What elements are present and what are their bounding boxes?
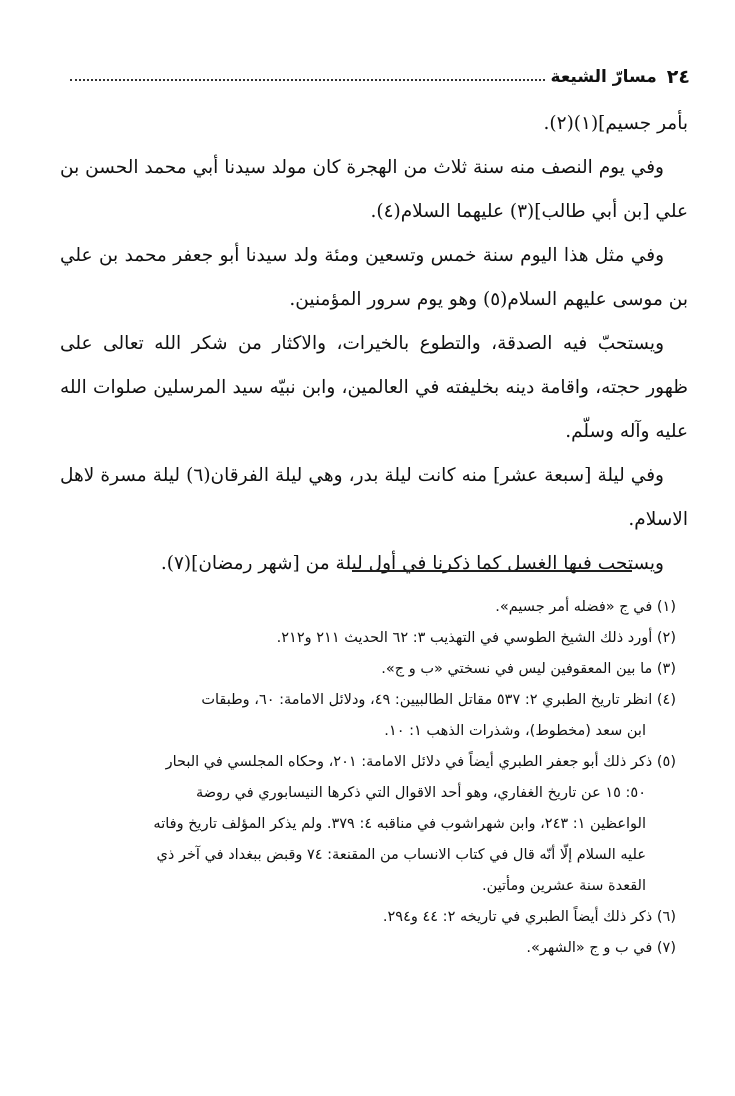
footnote-continuation: ٥٠: ١٥ عن تاريخ الغفاري، وهو أحد الاقوال التي ذكرها النيسابوري في روضة: [195, 785, 646, 801]
paragraph: وفي يوم النصف منه سنة ثلاث من الهجرة كان مولد سيدنا أبي محمد الحسن بن علي [بن أبي طالب](٣) عليهما السلام(٤).: [60, 157, 688, 222]
footnote-continuation: ابن سعد (مخطوط)، وشذرات الذهب ١: ١٠.: [384, 723, 646, 739]
footnote-continuation: الواعظين ١: ٢٤٣، وابن شهراشوب في مناقبه ٤: ٣٧٩. ولم يذكر المؤلف تاريخ وفاته: [153, 816, 646, 832]
footnote-separator: [352, 570, 632, 572]
page-number: ٢٤: [666, 66, 690, 88]
main-text: [60, 102, 688, 586]
footnote: (٣) ما بين المعقوفين ليس في نسختي «ب و ج».: [381, 661, 676, 677]
footnote-continuation: القعدة سنة عشرين ومأتين.: [481, 878, 646, 894]
footnotes: [60, 592, 676, 964]
paragraph: وفي مثل هذا اليوم سنة خمس وتسعين ومئة ولد سيدنا أبو جعفر محمد بن علي بن موسى عليهم السلام(٥) وهو يوم سرور المؤمنين.: [60, 245, 688, 310]
footnote: (٥) ذكر ذلك أبو جعفر الطبري أيضاً في دلائل الامامة: ٢٠١، وحكاه المجلسي في البحار: [165, 754, 676, 770]
footnote: (١) في ج «فضله أمر جسيم».: [495, 599, 676, 615]
running-title: مسارّ الشيعة: [550, 67, 657, 87]
paragraph: ويستحبّ فيه الصدقة، والتطوع بالخيرات، والاكثار من شكر الله تعالى على ظهور حجته، واقامة دينه بخليفته في العالمين، وابن نبيّه سيد المرسلين صلوات الله عليه وآله وسلّم.: [60, 333, 688, 442]
footnote-continuation: عليه السلام إلّا أنّه قال في كتاب الانساب من المقنعة: ٧٤ وقبض ببغداد في آخر ذي: [156, 847, 646, 863]
footnote: (٤) انظر تاريخ الطبري ٢: ٥٣٧ مقاتل الطالبيين: ٤٩، ودلائل الامامة: ٦٠، وطبقات: [201, 692, 676, 708]
paragraph: وفي ليلة [سبعة عشر] منه كانت ليلة بدر، وهي ليلة الفرقان(٦) ليلة مسرة لاهل الاسلام.: [60, 465, 688, 530]
page-header: [58, 62, 690, 92]
paragraph: ويستحب فيها الغسل كما ذكرنا في أول ليلة من [شهر رمضان](٧).: [160, 553, 664, 574]
header-dotted-leader: [70, 79, 545, 81]
footnote: (٦) ذكر ذلك أيضاً الطبري في تاريخه ٢: ٤٤ و٢٩٤.: [382, 909, 676, 925]
footnote: (٧) في ب و ج «الشهر».: [526, 940, 676, 956]
paragraph: بأمر جسيم](١)(٢).: [543, 113, 688, 134]
footnote: (٢) أورد ذلك الشيخ الطوسي في التهذيب ٣: ٦٢ الحديث ٢١١ و٢١٢.: [276, 630, 676, 646]
